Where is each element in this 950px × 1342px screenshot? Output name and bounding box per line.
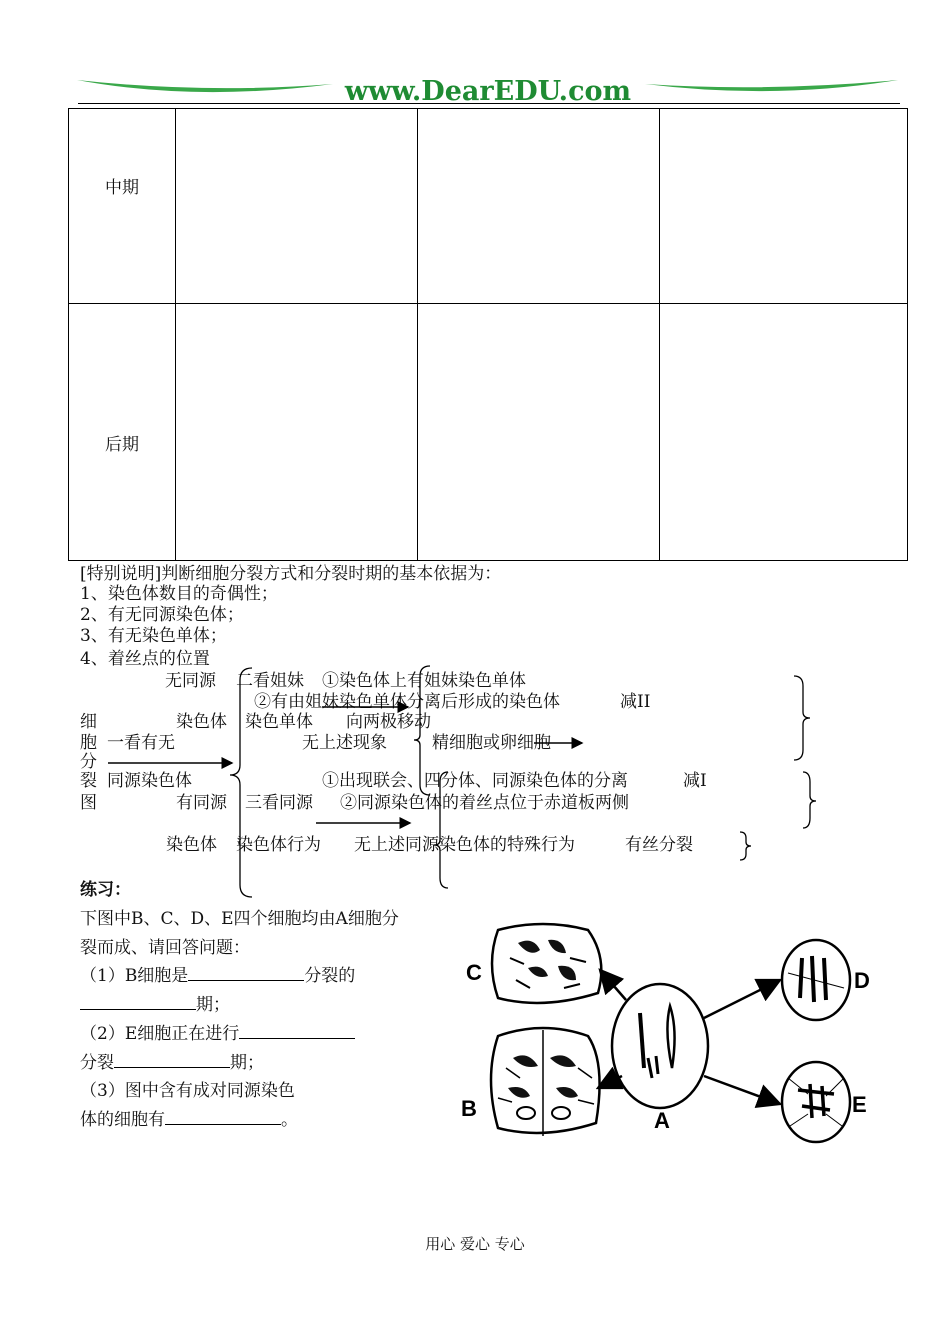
result-mitosis: 有丝分裂 <box>625 835 693 855</box>
row-label-anaphase: 后期 <box>69 304 176 561</box>
question-2: （2）E细胞正在进行 <box>80 1024 355 1044</box>
cell-b-icon <box>491 1028 600 1136</box>
note-item: 2、有无同源染色体； <box>80 605 244 625</box>
arrow-icon <box>598 1076 622 1088</box>
result-germ: 精细胞或卵细胞 <box>432 733 551 753</box>
diagram-root-5: 图 <box>80 793 97 813</box>
label-c: C <box>466 960 482 985</box>
arrow-icon <box>600 970 626 1000</box>
row-label-metaphase: 中期 <box>69 109 176 304</box>
question-3: （3）图中含有成对同源染色 <box>80 1081 295 1101</box>
chromosome-behavior: 染色体行为 <box>236 835 321 855</box>
question-2-cont: 分裂 期； <box>80 1053 264 1073</box>
answer-blank[interactable] <box>188 980 304 981</box>
table-cell <box>176 304 418 561</box>
arrow-icon <box>704 1076 780 1104</box>
answer-blank[interactable] <box>114 1067 230 1068</box>
homolog-chromosome: 同源染色体 <box>107 771 192 791</box>
brace-icon <box>414 666 430 795</box>
page-footer: 用心 爱心 专心 <box>425 1235 525 1253</box>
table-cell <box>418 304 660 561</box>
logo-swoosh-left <box>77 80 333 92</box>
brace-icon <box>803 772 816 828</box>
table-row <box>69 304 908 561</box>
cell-d-icon <box>782 940 850 1020</box>
result-meiosis2: 减II <box>620 692 651 712</box>
answer-blank[interactable] <box>239 1038 355 1039</box>
cell-division-figure <box>458 918 878 1148</box>
note-item: 3、有无染色单体； <box>80 626 227 646</box>
division-table <box>68 108 908 561</box>
exercise-title: 练习： <box>80 880 131 900</box>
table-cell <box>176 109 418 304</box>
note-item: 4、着丝点的位置 <box>80 649 210 669</box>
exercise-intro: 下图中B、C、D、E四个细胞均由A细胞分 <box>80 909 399 929</box>
table-cell <box>660 109 908 304</box>
cell-a-icon <box>612 984 708 1108</box>
cell-e-icon <box>782 1062 850 1142</box>
note-item: 1、染色体数目的奇偶性； <box>80 584 278 604</box>
logo-text: www.DearEDU.com <box>344 76 632 107</box>
brace-icon <box>740 832 751 860</box>
no-homolog: 无同源 <box>165 671 216 691</box>
brace-icon <box>230 668 252 897</box>
cond-1: ①染色体上有姐妹染色单体 <box>322 671 526 691</box>
diagram-root-1: 细 <box>80 712 97 732</box>
diagram-root-2: 胞 <box>80 733 97 753</box>
header-rule <box>78 103 900 104</box>
question-1: （1）B细胞是 分裂的 <box>80 966 356 986</box>
result-meiosis1: 减I <box>683 771 707 791</box>
third-look: 三看同源 <box>245 793 313 813</box>
diagram-root-4: 裂 <box>80 771 97 791</box>
diagram-root-3: 分 <box>80 752 97 772</box>
cond-3: ①出现联会、四分体、同源染色体的分离 <box>322 771 628 791</box>
first-look: 一看有无 <box>107 733 175 753</box>
question-1-cont: 期； <box>80 995 230 1015</box>
exercise-intro: 裂而成、请回答问题： <box>80 938 250 958</box>
question-3-cont: 体的细胞有 。 <box>80 1110 298 1130</box>
table-row <box>69 109 908 304</box>
table-cell <box>660 304 908 561</box>
table-cell <box>418 109 660 304</box>
label-d: D <box>854 968 870 993</box>
answer-blank[interactable] <box>165 1124 281 1125</box>
cell-c-icon <box>492 924 601 1003</box>
arrow-icon <box>704 980 780 1018</box>
note-title: [特别说明]判断细胞分裂方式和分裂时期的基本依据为： <box>80 564 502 584</box>
logo-swoosh-right <box>645 80 898 91</box>
brace-icon <box>794 676 810 760</box>
answer-blank[interactable] <box>80 1009 196 1010</box>
no-special: 无上述同源染色体的特殊行为 <box>354 835 575 855</box>
chromosome-1: 染色体 <box>176 712 227 732</box>
diagram-lines <box>0 660 950 900</box>
second-look: 二看姐妹 <box>236 671 304 691</box>
chromosome-2: 染色体 <box>166 835 217 855</box>
brace-icon <box>434 772 448 888</box>
sister-chromatid: 染色单体 <box>245 712 313 732</box>
none-above: 无上述现象 <box>302 733 387 753</box>
has-homolog: 有同源 <box>176 793 227 813</box>
label-e: E <box>852 1092 867 1117</box>
label-a: A <box>654 1108 670 1133</box>
cond-4: ②同源染色体的着丝点位于赤道板两侧 <box>340 793 629 813</box>
cond-2: ②有由姐妹染色单体分离后形成的染色体 <box>254 692 560 712</box>
label-b: B <box>461 1096 477 1121</box>
cond-2b: 向两极移动 <box>346 712 431 732</box>
